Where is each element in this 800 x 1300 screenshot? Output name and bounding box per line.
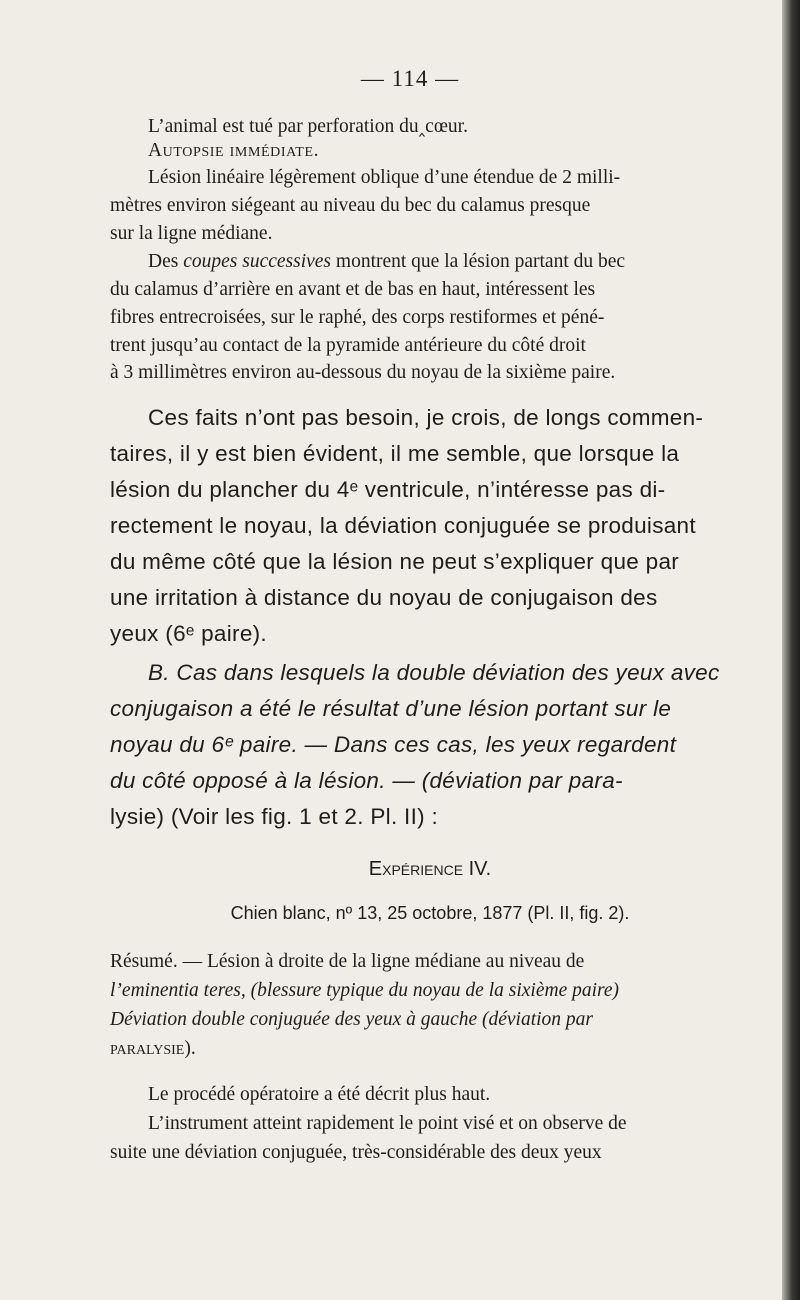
- text-line: du calamus d’arrière en avant et de bas en haut, intéressent les: [110, 279, 596, 300]
- text-line: Lésion linéaire légèrement oblique d’une étendue de 2 milli-: [148, 167, 621, 188]
- page-edge-shadow: [782, 0, 800, 1300]
- text-line: du côté opposé à la lésion. — (déviation par para-: [110, 768, 623, 793]
- text-line: trent jusqu’au contact de la pyramide antérieure du côté droit: [110, 335, 586, 356]
- page-number: — 114 —: [360, 66, 460, 91]
- text-line: sur la ligne médiane.: [110, 223, 273, 244]
- experience-subtitle: Chien blanc, nº 13, 25 octobre, 1877 (Pl. II, fig. 2).: [230, 903, 630, 923]
- resume-line: l’eminentia teres, (blessure typique du noyau de la sixième paire): [110, 980, 620, 1001]
- text-line: lésion du plancher du 4ᵉ ventricule, n’intéresse pas di-: [110, 477, 666, 502]
- text-line: Le procédé opératoire a été décrit plus haut.: [148, 1084, 491, 1105]
- experience-title: Expérience IV.: [368, 858, 492, 880]
- text-line: Des coupes successives montrent que la lésion partant du bec: [148, 251, 626, 272]
- text-line: rectement le noyau, la déviation conjuguée se produisant: [110, 513, 696, 538]
- resume-line: paralysie).: [110, 1038, 196, 1059]
- text-line: mètres environ siégeant au niveau du bec du calamus presque: [110, 195, 591, 216]
- text-line: taires, il y est bien évident, il me semble, que lorsque la: [110, 441, 680, 466]
- resume-line: Résumé. — Lésion à droite de la ligne médiane au niveau de: [110, 951, 585, 972]
- text-line: L’instrument atteint rapidement le point visé et on observe de: [148, 1113, 627, 1134]
- section-heading-autopsie: Autopsie immédiate.: [148, 140, 320, 161]
- text-line: yeux (6ᵉ paire).: [110, 621, 267, 646]
- text-line: fibres entrecroisées, sur le raphé, des corps restiformes et péné-: [110, 307, 605, 328]
- text-line: L’animal est tué par perforation du‸cœur.: [148, 116, 468, 137]
- text-line: lysie) (Voir les fig. 1 et 2. Pl. II) :: [110, 804, 439, 829]
- text-line: à 3 millimètres environ au-dessous du noyau de la sixième paire.: [110, 362, 616, 383]
- text-line: conjugaison a été le résultat d’une lésion portant sur le: [110, 696, 672, 721]
- text-line: B. Cas dans lesquels la double déviation des yeux avec: [148, 660, 720, 685]
- text-line: noyau du 6ᵉ paire. — Dans ces cas, les yeux regardent: [110, 732, 677, 757]
- text-line: une irritation à distance du noyau de conjugaison des: [110, 585, 658, 610]
- text-line: du même côté que la lésion ne peut s’expliquer que par: [110, 549, 680, 574]
- text-line: suite une déviation conjuguée, très-considérable des deux yeux: [110, 1142, 602, 1163]
- text-line: Ces faits n’ont pas besoin, je crois, de longs commen-: [148, 405, 704, 430]
- resume-line: Déviation double conjuguée des yeux à gauche (déviation par: [110, 1009, 594, 1030]
- italic-phrase: coupes successives: [183, 251, 332, 272]
